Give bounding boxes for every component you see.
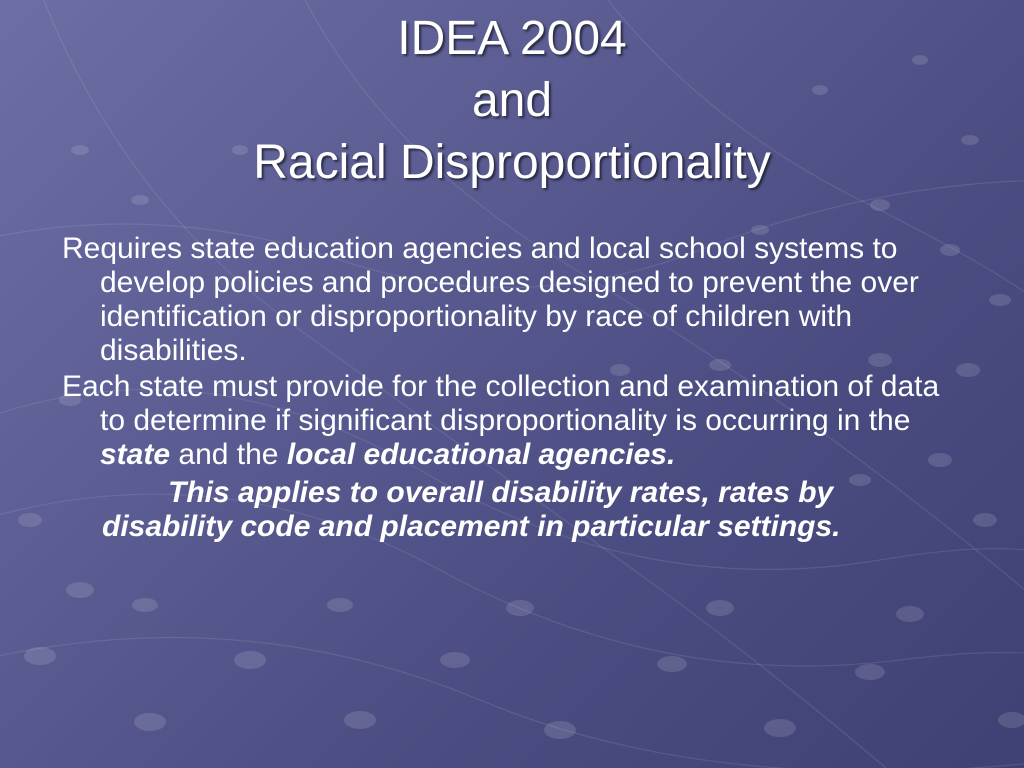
title-line-1: IDEA 2004 [397,12,627,65]
title-line-2: and [471,74,553,127]
paragraph-state-data-text-1: Each state must provide for the collection and examination of data to determine if significant disproportionality is occurring in the [62,370,940,437]
slide-title [0,8,1024,194]
slide-body [62,232,962,544]
title-line-3: Racial Disproportionality [253,136,771,189]
paragraph-requirements: Requires state education agencies and local school systems to develop policies and procedures designed to prevent the over identification or disproportionality by race of children with disabilities. [62,232,919,367]
paragraph-state-data [62,370,962,472]
emphasis-local-agencies: local educational agencies. [286,438,676,471]
emphasis-state: state [100,438,171,471]
paragraph-state-data-text-2: and the [170,438,287,471]
note-applies: This applies to overall disability rates, rates by disability code and placement in particular settings. [102,476,841,543]
